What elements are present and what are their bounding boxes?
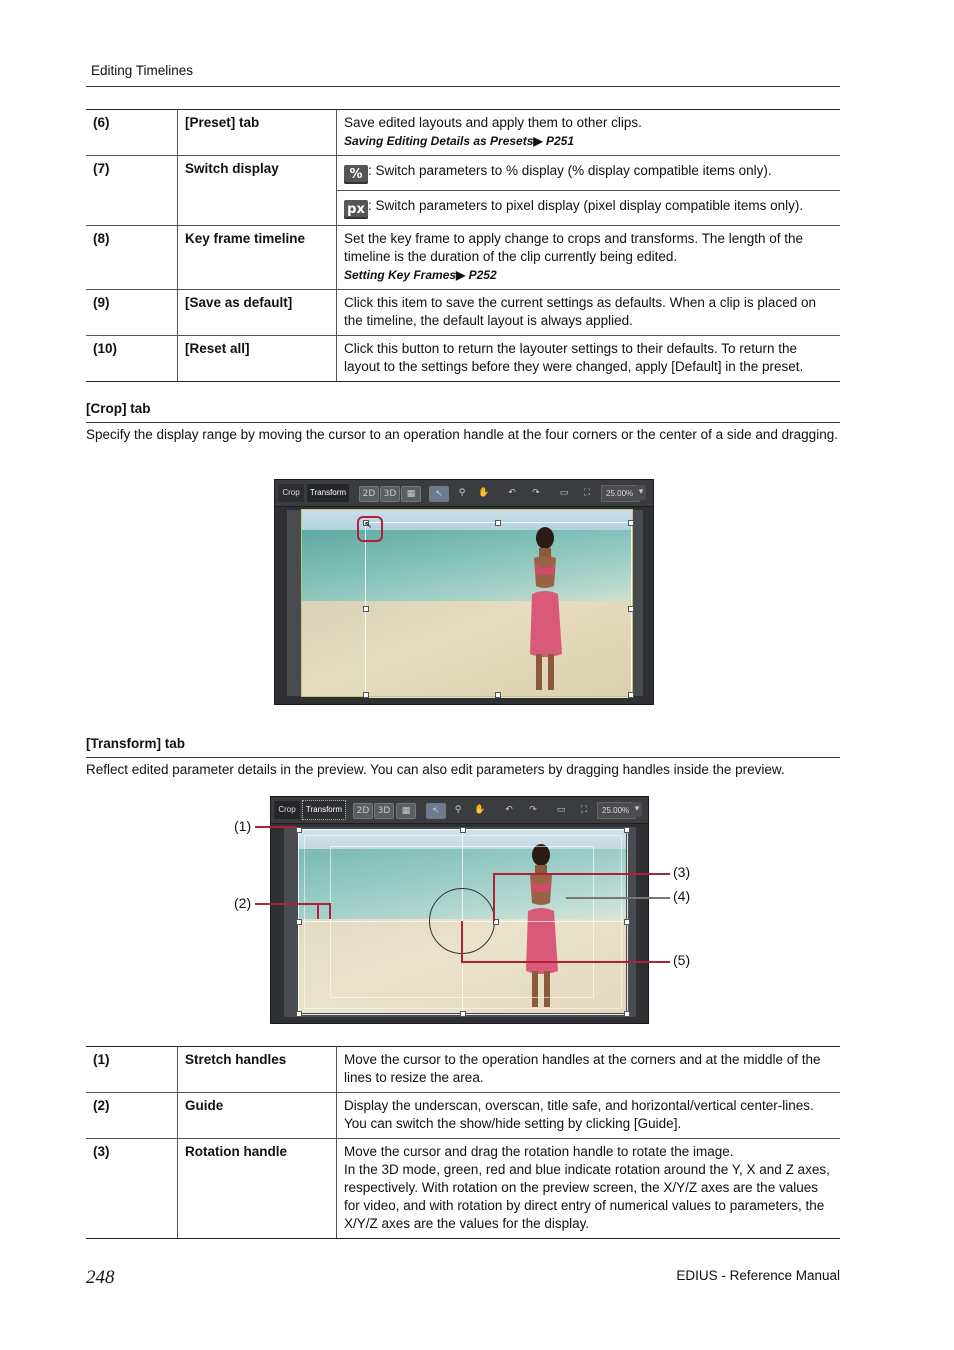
- safe-area-icon[interactable]: ▭: [556, 805, 566, 815]
- row-item: [Save as default]: [178, 290, 337, 336]
- description-text: Save edited layouts and apply them to other clips.: [344, 115, 642, 130]
- 2d-button[interactable]: 2D: [359, 486, 379, 502]
- section-rule: [86, 422, 840, 423]
- reference-title: Saving Editing Details as Presets: [344, 134, 534, 148]
- row-description: [337, 110, 841, 156]
- row-item: [Preset] tab: [178, 110, 337, 156]
- table-row: [86, 110, 840, 156]
- 3d-button[interactable]: 3D: [380, 486, 400, 502]
- callout-4: (4): [673, 888, 691, 904]
- row-number: (7): [86, 156, 178, 226]
- table-row: [86, 1047, 840, 1093]
- table-row: [86, 1139, 840, 1239]
- callout-line: [329, 903, 331, 919]
- tab-transform[interactable]: Transform: [303, 801, 345, 819]
- zoom-icon[interactable]: ⚲: [458, 488, 466, 498]
- manual-title: EDIUS - Reference Manual: [676, 1268, 840, 1283]
- row-number: (10): [86, 336, 178, 382]
- crop-frame[interactable]: [365, 522, 632, 698]
- callout-line: [461, 921, 463, 963]
- crop-description: Specify the display range by moving the cursor to an operation handle at the four corners or the center of a side and dragging.: [86, 427, 838, 442]
- description-text: Set the key frame to apply change to crops and transforms. The length of the timeline is the duration of the clip currently being edited.: [344, 231, 804, 264]
- stretch-handle[interactable]: [628, 520, 634, 526]
- 2d-button[interactable]: 2D: [353, 803, 373, 819]
- callout-line: [461, 961, 670, 963]
- description-text: : Switch parameters to pixel display (pixel display compatible items only).: [368, 198, 804, 213]
- row-description: [337, 156, 841, 191]
- arrow-right-icon: ▶: [533, 134, 543, 148]
- pixel-icon: px: [344, 200, 368, 219]
- stretch-handle[interactable]: [624, 827, 630, 833]
- arrow-right-icon: ▶: [456, 268, 466, 282]
- layouter-toolbar: [275, 480, 653, 507]
- pointer-icon[interactable]: ↖: [429, 486, 449, 502]
- page-number: 248: [86, 1267, 115, 1288]
- description-text: In the 3D mode, green, red and blue indicate rotation around the Y, X and Z axes, respectively. With rotation on the preview screen, the X/Y/Z axes are the values for video, and with rotation by direct entry of numerical values to parameters, the X/Y/Z axes are the values for the display.: [344, 1162, 830, 1231]
- row-number: (1): [86, 1047, 178, 1093]
- row-number: (8): [86, 226, 178, 290]
- row-number: (2): [86, 1093, 178, 1139]
- chevron-down-icon[interactable]: ▾: [632, 802, 642, 817]
- table-row: [86, 290, 840, 336]
- pointer-icon[interactable]: ↖: [426, 803, 446, 819]
- callout-line: [493, 873, 495, 921]
- redo-icon[interactable]: ↷: [529, 805, 537, 815]
- cross-reference[interactable]: [344, 132, 833, 150]
- 3d-button[interactable]: 3D: [374, 803, 394, 819]
- row-item: Guide: [178, 1093, 337, 1139]
- callout-line: [493, 873, 670, 875]
- callout-line: [255, 903, 331, 905]
- row-description: [337, 1139, 841, 1239]
- description-text: Move the cursor and drag the rotation handle to rotate the image.: [344, 1144, 734, 1159]
- callout-5: (5): [673, 952, 691, 968]
- zoom-icon[interactable]: ⚲: [454, 805, 462, 815]
- callout-line: [317, 903, 319, 919]
- row-description: [337, 191, 841, 226]
- fit-icon[interactable]: ⛶: [583, 488, 591, 498]
- transform-description: Reflect edited parameter details in the preview. You can also edit parameters by dragging handles inside the preview.: [86, 762, 785, 777]
- preview-area: [287, 510, 643, 696]
- guide-icon[interactable]: ▦: [396, 803, 416, 819]
- callout-line: [255, 826, 297, 828]
- tab-crop[interactable]: Crop: [278, 484, 304, 502]
- undo-icon[interactable]: ↶: [505, 805, 513, 815]
- row-description: Click this item to save the current settings as defaults. When a clip is placed on the timeline, the default layout is always applied.: [337, 290, 841, 336]
- section-rule: [86, 757, 840, 758]
- fit-icon[interactable]: ⛶: [580, 805, 588, 815]
- undo-icon[interactable]: ↶: [508, 488, 516, 498]
- percent-icon: %: [344, 165, 368, 184]
- row-description: Display the underscan, overscan, title safe, and horizontal/vertical center-lines. You can switch the show/hide setting by clicking [Guide].: [337, 1093, 841, 1139]
- transform-screenshot: [270, 796, 649, 1024]
- cursor-icon: ↖: [364, 520, 373, 531]
- reference-title: Setting Key Frames: [344, 268, 457, 282]
- layouter-toolbar: [271, 797, 648, 824]
- cross-reference[interactable]: [344, 266, 833, 284]
- redo-icon[interactable]: ↷: [532, 488, 540, 498]
- callout-2: (2): [234, 895, 252, 911]
- stretch-handle[interactable]: [628, 606, 634, 612]
- stretch-handle[interactable]: [495, 520, 501, 526]
- header-rule: [86, 86, 840, 87]
- callout-3: (3): [673, 864, 691, 880]
- stretch-handle[interactable]: [296, 919, 302, 925]
- row-item: Stretch handles: [178, 1047, 337, 1093]
- row-description: Click this button to return the layouter settings to their defaults. To return the layout to the settings before they were changed, apply [Default] in the preset.: [337, 336, 841, 382]
- row-item: Switch display: [178, 156, 337, 226]
- stretch-handle[interactable]: [363, 606, 369, 612]
- hand-icon[interactable]: ✋: [478, 488, 490, 498]
- tab-transform[interactable]: Transform: [307, 484, 349, 502]
- transform-section-title: [Transform] tab: [86, 736, 186, 751]
- row-item: [Reset all]: [178, 336, 337, 382]
- table-row: [86, 156, 840, 191]
- reference-page: P251: [545, 134, 575, 148]
- crop-section-title: [Crop] tab: [86, 401, 151, 416]
- stretch-handle[interactable]: [296, 1011, 302, 1017]
- row-item: Key frame timeline: [178, 226, 337, 290]
- crop-screenshot: [274, 479, 654, 705]
- callout-1: (1): [234, 818, 252, 834]
- stretch-handle[interactable]: [628, 692, 634, 698]
- parameter-table-1: [86, 109, 840, 382]
- safe-area-icon[interactable]: ▭: [559, 488, 569, 498]
- running-header: Editing Timelines: [91, 63, 194, 78]
- row-description: [337, 226, 841, 290]
- table-row: [86, 1093, 840, 1139]
- description-text: : Switch parameters to % display (% display compatible items only).: [368, 163, 772, 178]
- preview-area: [284, 827, 636, 1017]
- row-description: Move the cursor to the operation handles at the corners and at the middle of the lines to resize the area.: [337, 1047, 841, 1093]
- parameter-table-2: [86, 1046, 840, 1239]
- callout-line: [566, 897, 670, 899]
- table-row: [86, 226, 840, 290]
- guide-icon[interactable]: ▦: [401, 486, 421, 502]
- row-number: (9): [86, 290, 178, 336]
- zoom-select[interactable]: 25.00%: [597, 802, 636, 819]
- stretch-handle[interactable]: [460, 1011, 466, 1017]
- row-number: (3): [86, 1139, 178, 1239]
- stretch-handle[interactable]: [363, 692, 369, 698]
- stretch-handle[interactable]: [624, 1011, 630, 1017]
- zoom-select[interactable]: 25.00%: [601, 485, 640, 502]
- row-item: Rotation handle: [178, 1139, 337, 1239]
- table-row: [86, 336, 840, 382]
- row-number: (6): [86, 110, 178, 156]
- stretch-handle[interactable]: [624, 919, 630, 925]
- stretch-handle[interactable]: [495, 692, 501, 698]
- chevron-down-icon[interactable]: ▾: [636, 485, 646, 500]
- reference-page: P252: [468, 268, 497, 282]
- hand-icon[interactable]: ✋: [474, 805, 486, 815]
- tab-crop[interactable]: Crop: [274, 801, 300, 819]
- stretch-handle[interactable]: [460, 827, 466, 833]
